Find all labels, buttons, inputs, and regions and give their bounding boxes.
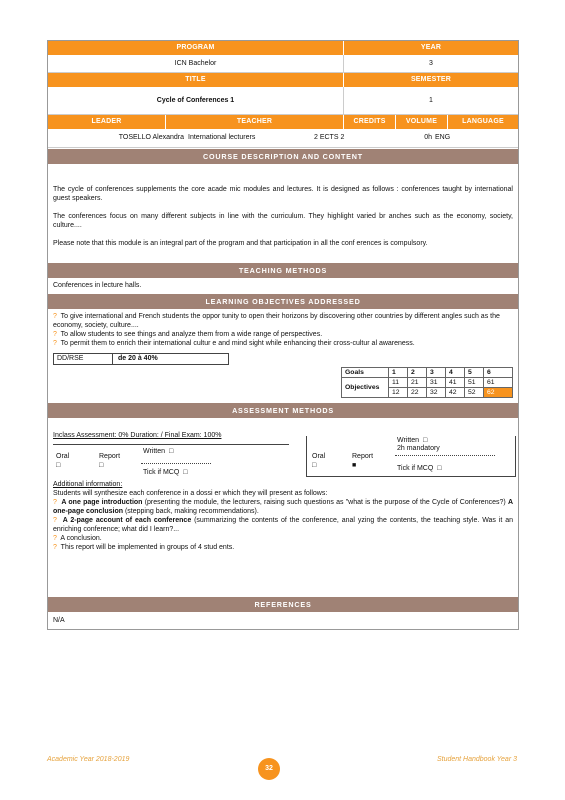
- right-assessment-box: [306, 436, 516, 477]
- bullet-icon: ?: [53, 340, 57, 347]
- divider: [395, 455, 495, 456]
- bullet-icon: ?: [53, 313, 57, 320]
- bullet-icon: ?: [53, 331, 57, 338]
- objective-cell: 22: [408, 388, 427, 398]
- checkbox-icon[interactable]: □: [56, 462, 61, 469]
- goal-cell: 6: [484, 368, 513, 378]
- objective-cell: 12: [389, 388, 408, 398]
- additional-info-intro: Students will synthesize each conference in a dossi er which they will present as follows:: [53, 490, 328, 497]
- year-value: 3: [344, 55, 518, 73]
- right-oral: Oral: [312, 453, 326, 460]
- values-row-leader: [48, 129, 518, 148]
- objective-cell: 32: [427, 388, 446, 398]
- teacher-value: International lecturers: [188, 134, 256, 141]
- bullet-icon: ?: [53, 517, 57, 524]
- goals-row: [342, 368, 513, 378]
- left-assessment-box: [53, 444, 289, 478]
- description-paragraph-1: The cycle of conferences supplements the core acade mic modules and lectures. It is designed as follows : conferences taught by international guest speakers.: [53, 186, 513, 202]
- teaching-methods-header: TEACHING METHODS: [48, 262, 518, 278]
- semester-value: 1: [344, 87, 518, 115]
- objectives-label: Objectives: [342, 378, 389, 398]
- values-row-title: [48, 87, 518, 115]
- objective-item: ? To allow students to see things and analyze them from a wide range of perspectives.: [53, 331, 323, 338]
- objective-item: ? To permit them to enrich their international cultur e and mind sight while enhancing their cross-cultur al awareness.: [53, 340, 415, 347]
- checkbox-icon[interactable]: □: [99, 462, 104, 469]
- objective-cell: 42: [446, 388, 465, 398]
- ddrse-row: [53, 353, 513, 365]
- goal-cell: 1: [389, 368, 408, 378]
- assessment-item: ? This report will be implemented in groups of 4 stud ents.: [53, 544, 235, 551]
- description-paragraph-2: The conferences focus on many different subjects in line with the curriculum. They highlight varied br anches such as the economy, society, culture....: [53, 213, 513, 229]
- references-text: N/A: [53, 617, 65, 624]
- semester-label: SEMESTER: [410, 76, 452, 83]
- checkbox-checked-icon[interactable]: ■: [352, 462, 357, 469]
- program-value: ICN Bachelor: [48, 55, 344, 73]
- right-mandatory: 2h mandatory: [397, 445, 440, 452]
- ddrse-label: DD/RSE: [53, 353, 112, 365]
- assessment-item: ? A conclusion.: [53, 535, 102, 542]
- assessment-body: [48, 418, 518, 596]
- objective-cell: 41: [446, 378, 465, 388]
- goals-wrapper: [53, 367, 513, 402]
- right-report: Report: [352, 453, 374, 460]
- page-number: 32: [258, 758, 280, 780]
- course-description-body: [48, 164, 518, 262]
- title-value: Cycle of Conferences 1: [48, 87, 344, 115]
- course-sheet: [47, 40, 519, 630]
- header-row-program: [48, 41, 518, 55]
- objective-cell: 21: [408, 378, 427, 388]
- additional-info: [53, 480, 513, 552]
- leader-label: LEADER: [48, 115, 166, 129]
- goal-cell: 3: [427, 368, 446, 378]
- additional-info-label: Additional information:: [53, 481, 123, 488]
- header-row-title: [48, 73, 518, 87]
- goals-table: [341, 367, 513, 398]
- checkbox-icon[interactable]: □: [168, 448, 174, 455]
- goal-cell: 4: [446, 368, 465, 378]
- bullet-icon: ?: [53, 499, 57, 506]
- checkbox-icon[interactable]: □: [183, 469, 188, 476]
- header-row-leader: [48, 115, 518, 129]
- teacher-label: TEACHER: [166, 115, 344, 129]
- checkbox-icon[interactable]: □: [437, 465, 442, 472]
- left-oral: Oral: [56, 453, 70, 460]
- inclass-assessment: Inclass Assessment: 0% Duration: / Final Exam: 100%: [53, 432, 222, 439]
- bullet-icon: ?: [53, 544, 57, 551]
- divider: [141, 463, 211, 464]
- course-description-header: COURSE DESCRIPTION AND CONTENT: [48, 148, 518, 164]
- ddrse-value: de 20 à 40%: [112, 353, 229, 365]
- checkbox-icon[interactable]: □: [312, 462, 317, 469]
- learning-objectives-header: LEARNING OBJECTIVES ADDRESSED: [48, 293, 518, 309]
- goals-label: Goals: [342, 368, 389, 378]
- footer-handbook: Student Handbook Year 3: [436, 756, 517, 763]
- teaching-methods-text: Conferences in lecture halls.: [53, 282, 142, 289]
- goal-cell: 5: [465, 368, 484, 378]
- volume-label: VOLUME: [396, 115, 448, 129]
- year-label: YEAR: [420, 44, 442, 51]
- volume-value: 0h: [424, 134, 432, 141]
- learning-objectives-body: [48, 309, 518, 402]
- objective-item: ? To give international and French students the oppor tunity to open their horizons by discovering other countries by different angles such as the economy, society, culture....: [53, 313, 500, 329]
- values-row-program: [48, 55, 518, 73]
- goal-cell: 2: [408, 368, 427, 378]
- left-report: Report: [99, 453, 121, 460]
- right-tick-mcq: Tick if MCQ □: [397, 465, 442, 472]
- description-paragraph-3: Please note that this module is an integral part of the program and that participation in all the conf erences is compulsory.: [53, 240, 428, 247]
- program-label: PROGRAM: [48, 41, 344, 55]
- divider: [53, 444, 289, 445]
- objectives-row-1: [342, 378, 513, 388]
- objective-cell: 11: [389, 378, 408, 388]
- assessment-methods-header: ASSESSMENT METHODS: [48, 402, 518, 418]
- objective-cell: 52: [465, 388, 484, 398]
- objective-cell: 31: [427, 378, 446, 388]
- assessment-item: ? A 2-page account of each conference (summarizing the contents of the conference, anal yzing the contents, the teaching style. Was it an enriching conference; what did I learn?...: [53, 517, 513, 533]
- leader-value: TOSELLO Alexandra: [118, 134, 184, 141]
- objective-cell-highlighted: 62: [484, 388, 513, 398]
- footer-academic-year: Academic Year 2018-2019: [47, 756, 130, 763]
- assessment-item: ? A one page introduction (presenting the module, the lecturers, raising such questions as "what is the purpose of the Cycle of Conferences?) A one-page conclusion (stepping back, making recommendations).: [53, 499, 513, 515]
- language-label: LANGUAGE: [462, 118, 504, 125]
- objective-cell: 61: [484, 378, 513, 388]
- objective-cell: 51: [465, 378, 484, 388]
- language-value: ENG: [435, 134, 451, 141]
- checkbox-icon[interactable]: □: [422, 437, 428, 444]
- references-header: REFERENCES: [48, 596, 518, 612]
- credits-value: 2 ECTS 2: [314, 134, 345, 141]
- title-label: TITLE: [48, 73, 344, 87]
- right-written: Written □: [397, 437, 428, 444]
- bullet-icon: ?: [53, 535, 57, 542]
- credits-label: CREDITS: [344, 115, 396, 129]
- left-tick-mcq: Tick if MCQ □: [143, 469, 188, 476]
- left-written: Written □: [143, 448, 174, 455]
